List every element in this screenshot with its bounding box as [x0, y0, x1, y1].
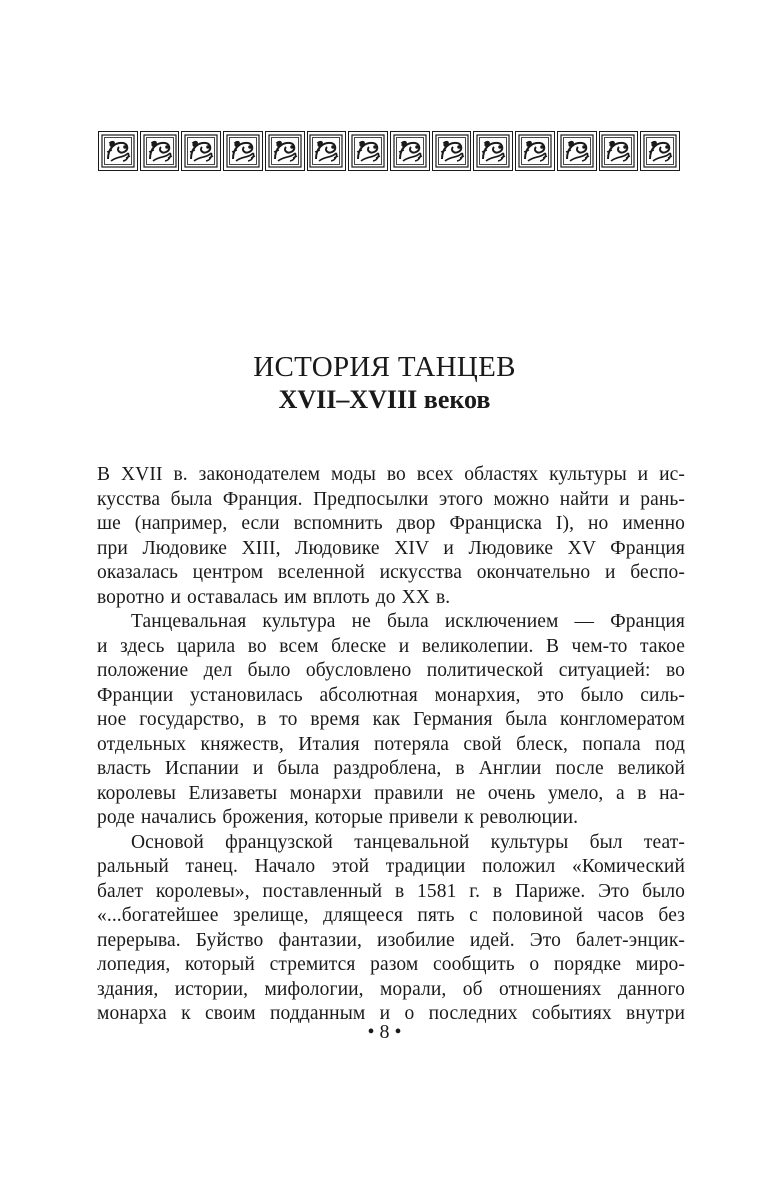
text-line: положение дел было обусловлено политической ситуацией: во: [97, 660, 685, 681]
text-line: перерыва. Буйство фантазии, изобилие идей. Это балет-энцик-: [97, 929, 685, 951]
ornament-tile: [432, 131, 472, 171]
text-line: ральный танец. Начало этой традиции положил «Комический: [97, 856, 685, 877]
page-number: • 8 •: [367, 1021, 402, 1043]
text-line: Основой французской танцевальной культуры был теат-: [131, 831, 685, 853]
ornament-tile: [223, 131, 263, 171]
text-line: при Людовике XIII, Людовике XIV и Людовике XV Франция: [97, 537, 685, 559]
text-line: роде начались брожения, которые привели к революции.: [97, 807, 579, 828]
ornament-tile: [181, 131, 221, 171]
floral-ornament-icon: [351, 134, 385, 168]
floral-ornament-icon: [184, 134, 218, 168]
text-line: власть Испании и была раздроблена, в Англии после великой: [97, 758, 685, 779]
chapter-heading: [0, 350, 769, 416]
text-line: Франции установилась абсолютная монархия, это было силь-: [97, 684, 685, 706]
ornament-tile: [515, 131, 555, 171]
ornament-tile: [98, 131, 138, 171]
text-line: воротно и оставалась им вплоть до XX в.: [97, 586, 451, 608]
floral-ornament-icon: [560, 134, 594, 168]
text-line: отдельных княжеств, Италия потеряла свой блеск, попала под: [97, 733, 685, 755]
text-line: лопедия, который стремится разом сообщить о порядке миро-: [97, 954, 685, 975]
text-line: балет королевы», поставленный в 1581 г. в Париже. Это было: [97, 880, 685, 902]
text-line: Танцевальная культура не была исключением — Франция: [131, 611, 685, 632]
floral-ornament-icon: [643, 134, 677, 168]
paragraph-3: [97, 831, 685, 1027]
body-text: [97, 463, 685, 1027]
ornament-tile: [140, 131, 180, 171]
floral-ornament-icon: [601, 134, 635, 168]
text-line: кусства была Франция. Предпосылки этого можно найти и рань-: [97, 488, 685, 510]
ornament-tile: [473, 131, 513, 171]
text-line: и здесь царила во всем блеске и великолепии. В чем-то такое: [97, 635, 685, 657]
paragraph-1: [97, 463, 685, 610]
floral-ornament-icon: [518, 134, 552, 168]
floral-ornament-icon: [476, 134, 510, 168]
text-line: «...богатейшее зрелище, длящееся пять с половиной часов без: [97, 905, 685, 926]
floral-ornament-icon: [143, 134, 177, 168]
ornament-tile: [307, 131, 347, 171]
text-line: королевы Елизаветы монархи правили не очень умело, а в на-: [97, 782, 685, 804]
text-line: монарха к своим подданным и о последних событиях внутри: [97, 1003, 685, 1024]
ornament-tile: [599, 131, 639, 171]
floral-ornament-icon: [101, 134, 135, 168]
floral-ornament-icon: [435, 134, 469, 168]
ornament-tile: [390, 131, 430, 171]
floral-ornament-icon: [309, 134, 343, 168]
floral-ornament-icon: [393, 134, 427, 168]
chapter-subtitle: XVII–XVIII веков: [278, 385, 491, 414]
floral-ornament-icon: [268, 134, 302, 168]
ornament-tile: [348, 131, 388, 171]
text-line: В XVII в. законодателем моды во всех областях культуры и ис-: [97, 464, 685, 485]
ornament-tile: [557, 131, 597, 171]
text-line: ное государство, в то время как Германия была конгломератом: [97, 709, 685, 730]
chapter-title: ИСТОРИЯ ТАНЦЕВ: [253, 351, 516, 383]
ornament-tile: [265, 131, 305, 171]
paragraph-2: [97, 610, 685, 831]
text-line: здания, истории, мифологии, морали, об отношениях данного: [97, 978, 685, 1000]
text-line: оказалась центром вселенной искусства окончательно и беспо-: [97, 562, 685, 583]
ornament-tile: [640, 131, 680, 171]
decorative-ornament-border: [98, 131, 680, 173]
text-line: ше (например, если вспомнить двор Франциска I), но именно: [97, 513, 685, 534]
floral-ornament-icon: [226, 134, 260, 168]
